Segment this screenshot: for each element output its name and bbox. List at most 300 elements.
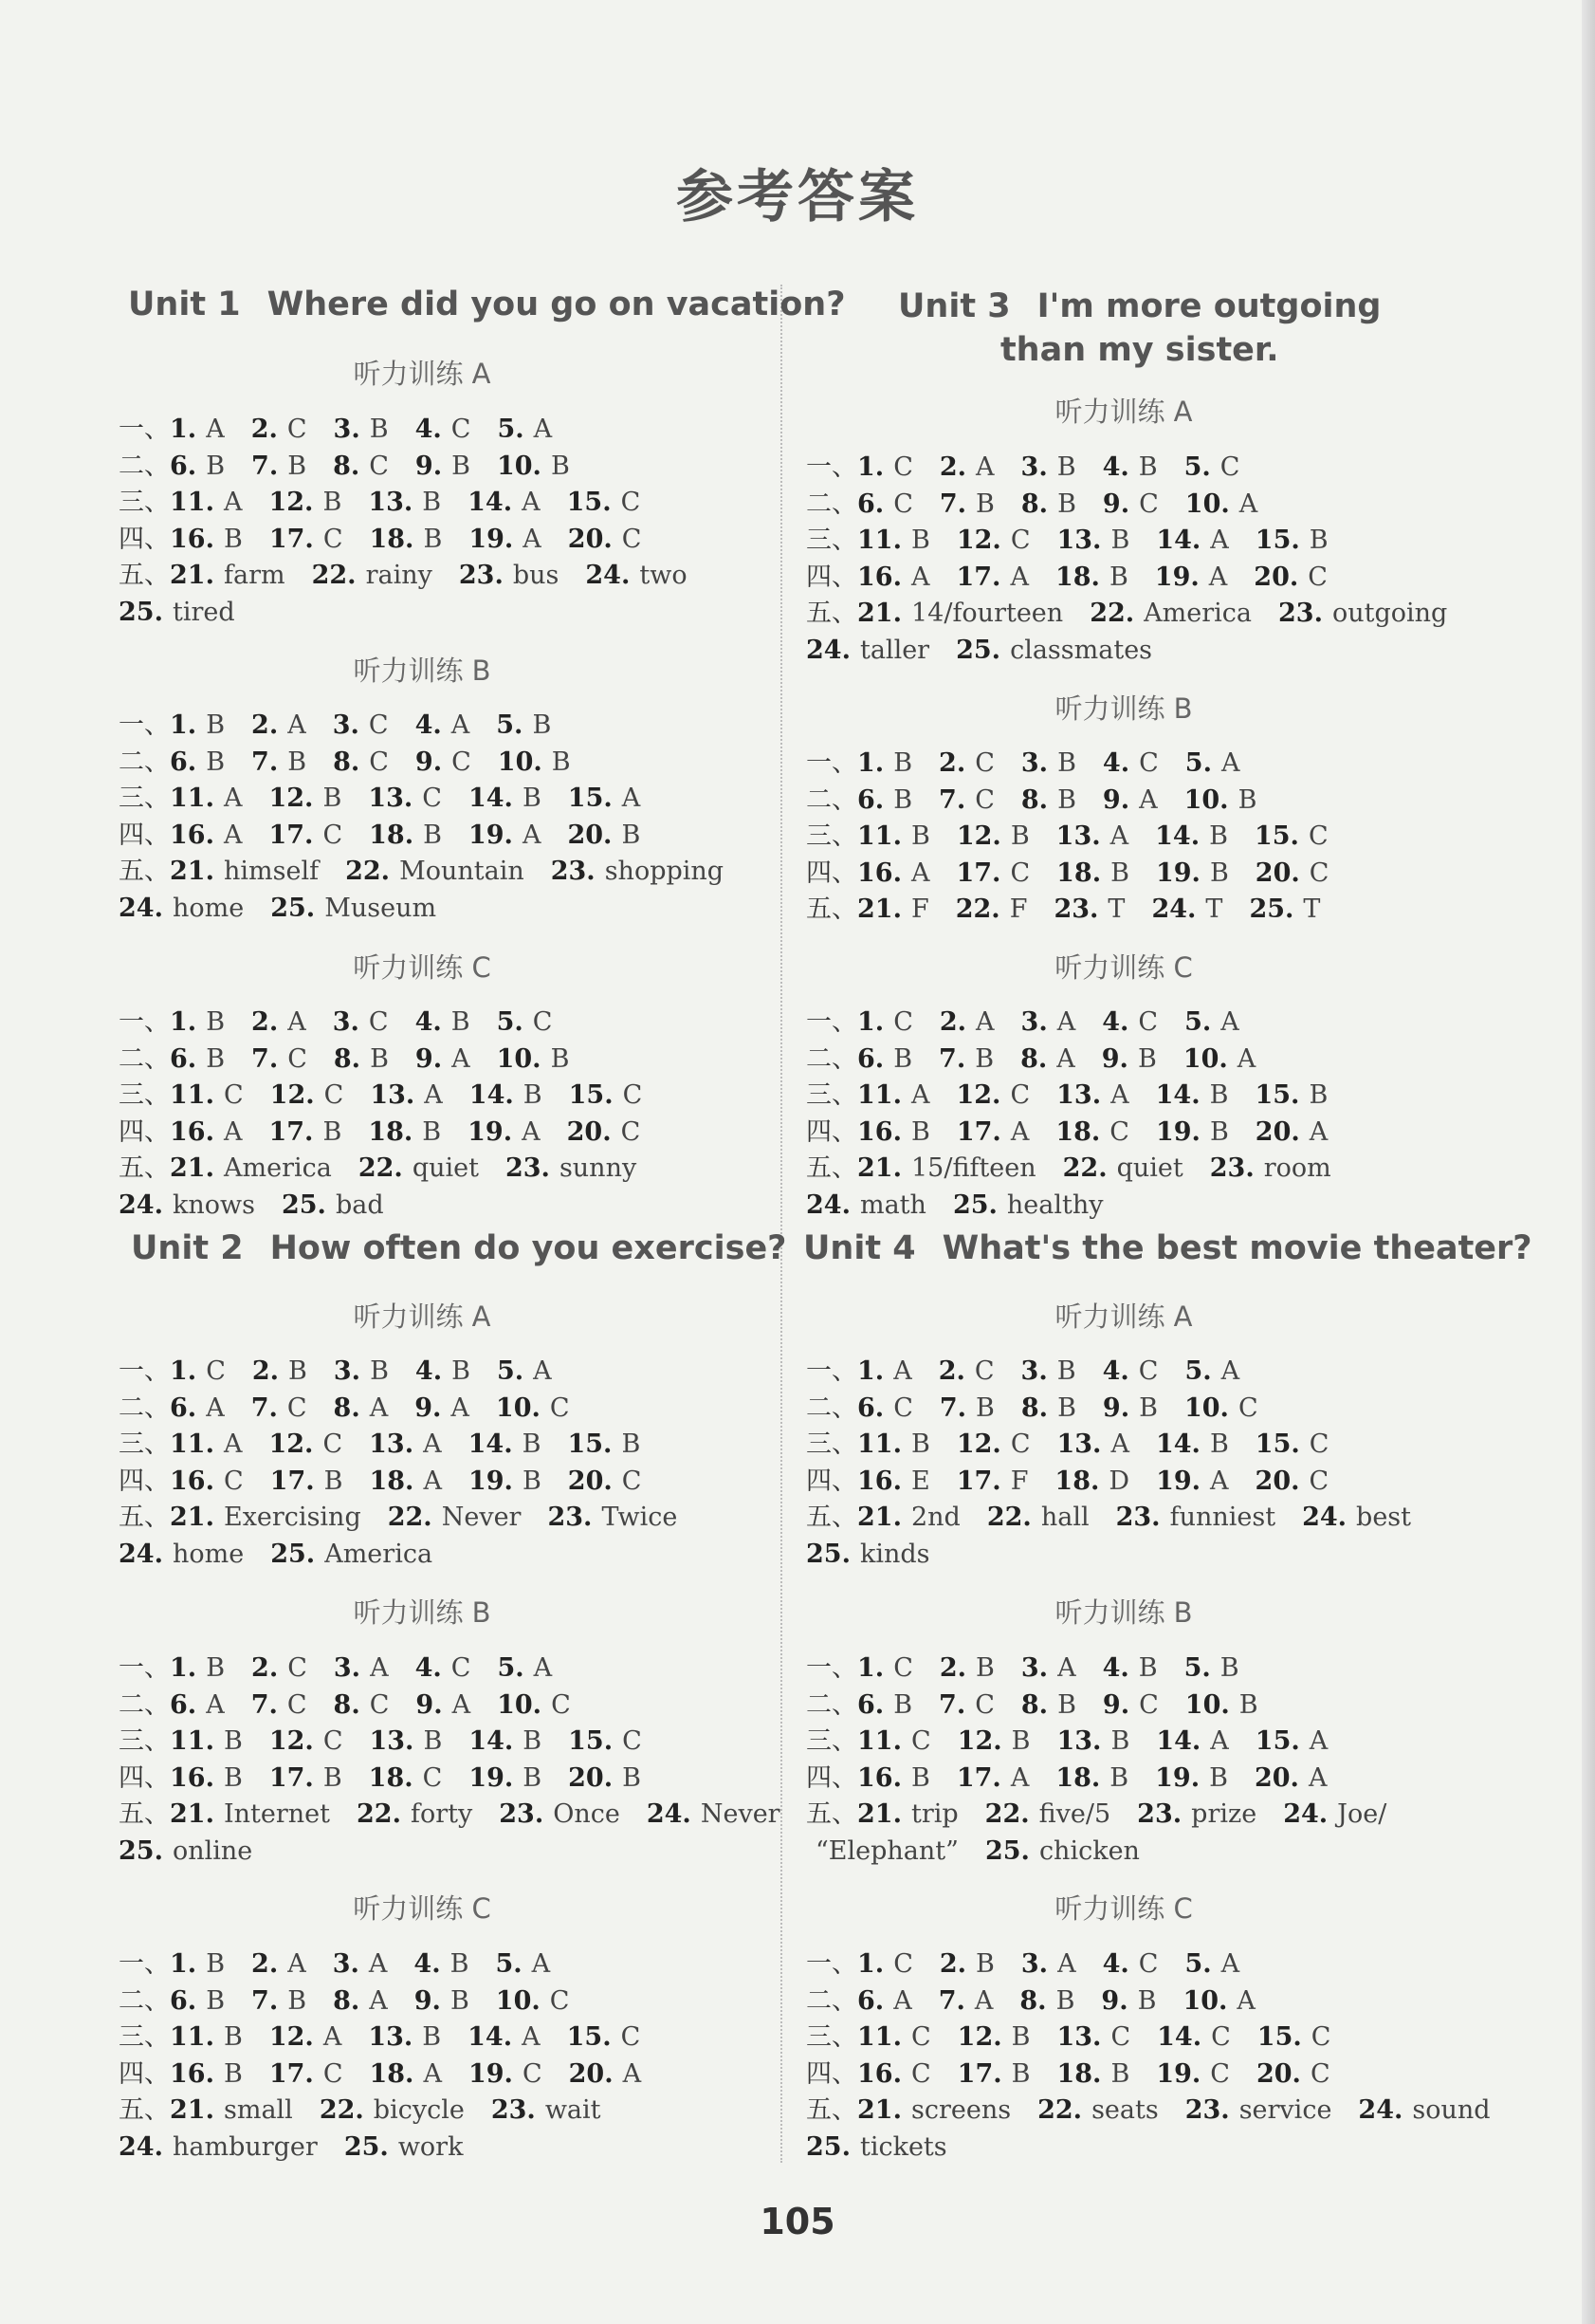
question-number: 10. bbox=[1182, 1985, 1228, 2016]
answer-value: A bbox=[287, 710, 306, 740]
answer-row bbox=[806, 1042, 1451, 1079]
answer-value: B bbox=[206, 1949, 226, 1979]
answer-item bbox=[170, 1946, 251, 1983]
question-number: 24. bbox=[119, 1190, 163, 1220]
question-number: 23. bbox=[1054, 895, 1099, 925]
question-number: 21. bbox=[857, 895, 902, 925]
part-label: 三、 bbox=[119, 1080, 170, 1111]
answer-item bbox=[857, 1651, 940, 1688]
answer-item bbox=[1103, 783, 1184, 820]
answer-item bbox=[551, 854, 750, 891]
question-number: 21. bbox=[857, 2095, 902, 2126]
question-number: 11. bbox=[170, 1080, 214, 1111]
part-label: 三、 bbox=[806, 1429, 857, 1460]
question-number: 21. bbox=[170, 857, 214, 887]
answer-item bbox=[857, 2057, 958, 2093]
answer-item bbox=[468, 485, 566, 522]
answer-item bbox=[1156, 1427, 1256, 1464]
answer-value: A bbox=[1308, 1762, 1328, 1793]
question-number: 10. bbox=[497, 747, 542, 777]
answer-value: A bbox=[1220, 1007, 1239, 1037]
question-number: 14. bbox=[1155, 821, 1201, 852]
question-number: 9. bbox=[414, 1043, 443, 1074]
answer-item bbox=[251, 1983, 333, 2020]
answer-item bbox=[1021, 746, 1103, 783]
answer-item bbox=[857, 1078, 956, 1115]
answer-item bbox=[985, 1834, 1166, 1871]
part-label: 四、 bbox=[806, 1116, 857, 1147]
question-number: 25. bbox=[952, 1190, 998, 1220]
answer-value: A bbox=[622, 2058, 642, 2089]
question-number: 16. bbox=[857, 1466, 902, 1496]
answer-row bbox=[806, 1537, 1451, 1574]
answer-item bbox=[252, 1354, 334, 1391]
question-number: 2. bbox=[250, 415, 278, 444]
part-label: 二、 bbox=[806, 1985, 857, 2016]
answer-item bbox=[957, 1761, 1055, 1798]
answer-value: C bbox=[287, 1043, 307, 1074]
answer-item bbox=[1256, 1115, 1354, 1152]
answer-value: A bbox=[1237, 1043, 1256, 1074]
answer-item bbox=[1102, 1042, 1183, 1079]
answer-item bbox=[415, 1651, 498, 1688]
answer-value: quiet bbox=[1116, 1153, 1183, 1184]
column-divider bbox=[780, 285, 782, 2163]
answer-item bbox=[119, 2130, 344, 2167]
answer-value: C bbox=[974, 1356, 995, 1386]
answer-item bbox=[388, 1500, 548, 1537]
question-number: 8. bbox=[333, 1393, 360, 1423]
question-number: 9. bbox=[1101, 1985, 1128, 2016]
question-number: 16. bbox=[170, 524, 214, 554]
question-number: 21. bbox=[857, 1799, 902, 1830]
answer-value: B bbox=[450, 1007, 470, 1037]
answer-value: C bbox=[549, 1985, 570, 2016]
question-number: 3. bbox=[333, 1356, 361, 1386]
question-number: 24. bbox=[1358, 2095, 1403, 2126]
answer-item bbox=[170, 2020, 269, 2057]
answer-value: B bbox=[1137, 1043, 1157, 1074]
answer-value: C bbox=[1138, 1949, 1159, 1979]
answer-item bbox=[170, 1761, 269, 1798]
question-number: 25. bbox=[119, 1835, 163, 1866]
answer-value: F bbox=[1010, 1466, 1029, 1496]
question-number: 2. bbox=[939, 1653, 967, 1683]
question-number: 14. bbox=[468, 784, 513, 814]
answer-value: C bbox=[1211, 2022, 1231, 2053]
question-number: 2. bbox=[251, 710, 279, 740]
answer-item bbox=[1278, 596, 1474, 633]
answer-item bbox=[251, 708, 333, 745]
answer-item bbox=[939, 1042, 1020, 1079]
answer-value: C bbox=[1010, 526, 1031, 556]
answer-item bbox=[369, 1724, 468, 1761]
answer-value: C bbox=[322, 1429, 343, 1460]
question-number: 20. bbox=[1254, 1762, 1299, 1793]
answer-item bbox=[857, 450, 940, 487]
answer-item bbox=[857, 1500, 987, 1537]
answer-item bbox=[1021, 783, 1103, 820]
answer-value: B bbox=[1209, 858, 1229, 888]
answer-value: A bbox=[533, 1653, 553, 1683]
answer-item bbox=[497, 1688, 597, 1725]
answer-item bbox=[170, 2057, 269, 2093]
question-number: 7. bbox=[250, 1393, 278, 1423]
answer-item bbox=[1185, 746, 1267, 783]
question-number: 13. bbox=[368, 488, 413, 518]
answer-item bbox=[170, 1427, 268, 1464]
answer-item bbox=[547, 1500, 704, 1537]
answer-item bbox=[497, 1354, 578, 1391]
answer-value: A bbox=[423, 2058, 442, 2089]
question-number: 22. bbox=[357, 1799, 401, 1830]
answer-value: “Elephant” bbox=[816, 1835, 959, 1866]
answer-item bbox=[857, 560, 956, 597]
answer-value: classmates bbox=[1010, 635, 1153, 665]
answer-item bbox=[170, 1078, 270, 1115]
question-number: 13. bbox=[1056, 1080, 1102, 1111]
answer-item bbox=[358, 1151, 505, 1188]
question-number: 23. bbox=[490, 2095, 536, 2126]
answer-item bbox=[1256, 1724, 1354, 1761]
question-number: 16. bbox=[170, 820, 214, 850]
answer-value: B bbox=[287, 451, 307, 481]
answer-value: A bbox=[1010, 562, 1029, 592]
part-label: 五、 bbox=[806, 1503, 857, 1533]
answer-value: B bbox=[976, 1949, 995, 1979]
question-number: 21. bbox=[170, 2095, 214, 2126]
answer-item bbox=[251, 1042, 334, 1079]
answer-row bbox=[119, 2093, 763, 2130]
answer-row bbox=[119, 1464, 763, 1501]
answer-item bbox=[857, 1946, 940, 1983]
answer-value: B bbox=[976, 1653, 995, 1683]
answer-value: B bbox=[206, 1985, 226, 2016]
section-heading: 听力训练 C bbox=[1054, 1892, 1193, 1925]
question-number: 5. bbox=[1184, 1949, 1212, 1979]
answer-row bbox=[119, 1537, 763, 1574]
part-label: 一、 bbox=[806, 1356, 857, 1386]
question-number: 20. bbox=[1254, 562, 1299, 592]
question-number: 2. bbox=[938, 1356, 965, 1386]
part-label: 四、 bbox=[806, 1762, 857, 1793]
part-label: 二、 bbox=[806, 1393, 857, 1423]
answer-value: hall bbox=[1040, 1503, 1090, 1533]
answer-value: A bbox=[1056, 1007, 1076, 1037]
answer-value: B bbox=[910, 1762, 930, 1793]
answer-value: C bbox=[893, 1007, 913, 1037]
answer-item bbox=[957, 523, 1057, 560]
part-label: 五、 bbox=[119, 2095, 170, 2126]
section-heading: 听力训练 B bbox=[1054, 1596, 1193, 1629]
question-number: 6. bbox=[857, 1393, 885, 1423]
answer-value: B bbox=[910, 526, 930, 556]
answer-value: A bbox=[910, 1080, 930, 1111]
question-number: 15. bbox=[568, 1726, 614, 1757]
question-number: 11. bbox=[857, 2022, 902, 2053]
answer-value: B bbox=[522, 1429, 541, 1460]
answer-row bbox=[119, 1983, 763, 2020]
answer-row bbox=[806, 1391, 1451, 1428]
answer-value: C bbox=[522, 2058, 542, 2089]
answer-item bbox=[1103, 1688, 1185, 1725]
section-heading: 听力训练 A bbox=[1054, 1300, 1193, 1333]
answer-row bbox=[806, 1761, 1451, 1798]
question-number: 15. bbox=[568, 1080, 614, 1111]
answer-value: C bbox=[322, 1726, 343, 1757]
answer-value: B bbox=[1057, 1393, 1076, 1423]
answer-item bbox=[495, 1946, 577, 1983]
answer-value: C bbox=[368, 710, 389, 740]
answer-value: C bbox=[368, 1007, 389, 1037]
answer-item bbox=[170, 1500, 388, 1537]
unit-question: Where did you go on vacation? bbox=[266, 286, 846, 323]
question-number: 23. bbox=[458, 561, 504, 591]
answer-value: B bbox=[1010, 821, 1030, 852]
answer-item bbox=[1101, 1983, 1182, 2020]
question-number: 2. bbox=[939, 452, 967, 482]
question-number: 3. bbox=[332, 1007, 359, 1037]
question-number: 18. bbox=[1056, 2058, 1102, 2089]
answer-item bbox=[468, 1724, 568, 1761]
answer-item bbox=[415, 708, 497, 745]
question-number: 8. bbox=[1019, 1985, 1047, 2016]
question-number: 15. bbox=[1254, 821, 1299, 852]
answer-value: A bbox=[974, 1985, 994, 2016]
answer-block bbox=[119, 1651, 780, 1871]
answer-row bbox=[806, 1427, 1451, 1464]
answer-value: B bbox=[423, 1726, 443, 1757]
unit-number: Unit 4 bbox=[803, 1229, 916, 1267]
answer-value: B bbox=[1219, 1653, 1239, 1683]
answer-item bbox=[857, 1354, 939, 1391]
answer-item bbox=[344, 2130, 490, 2167]
answer-item bbox=[857, 856, 956, 893]
answer-item bbox=[415, 1688, 497, 1725]
unit-2-title bbox=[131, 1227, 787, 1270]
question-number: 18. bbox=[1056, 858, 1102, 888]
question-number: 25. bbox=[806, 1539, 851, 1569]
answer-value: A bbox=[223, 820, 243, 850]
answer-item bbox=[569, 2057, 668, 2093]
question-number: 15. bbox=[1255, 1429, 1300, 1460]
answer-item bbox=[170, 1464, 270, 1501]
answer-item bbox=[269, 2057, 370, 2093]
answer-row bbox=[806, 1834, 1451, 1871]
answer-value: A bbox=[621, 784, 641, 814]
question-number: 23. bbox=[1184, 2095, 1230, 2126]
answer-item bbox=[1103, 450, 1184, 487]
answer-value: C bbox=[1010, 1429, 1031, 1460]
question-number: 25. bbox=[343, 2131, 389, 2162]
question-number: 2. bbox=[939, 1949, 967, 1979]
answer-value: B bbox=[1109, 1762, 1129, 1793]
answer-item bbox=[497, 412, 578, 449]
part-label: 四、 bbox=[119, 2058, 170, 2089]
question-number: 10. bbox=[496, 1043, 541, 1074]
question-number: 18. bbox=[369, 2058, 414, 2089]
answer-value: A bbox=[533, 1356, 552, 1386]
answer-value: tired bbox=[172, 597, 235, 627]
answer-item bbox=[1116, 1500, 1302, 1537]
answer-value: B bbox=[1209, 1116, 1229, 1147]
answer-value: B bbox=[322, 488, 342, 518]
answer-row bbox=[806, 856, 1451, 893]
answer-item bbox=[806, 1188, 953, 1225]
question-number: 10. bbox=[497, 1689, 542, 1720]
answer-value: A bbox=[1057, 1949, 1076, 1979]
answer-value: C bbox=[1109, 1116, 1129, 1147]
answer-value: A bbox=[1309, 1726, 1329, 1757]
part-label: 二、 bbox=[119, 451, 170, 481]
answer-item bbox=[567, 1115, 668, 1152]
answer-value: C bbox=[323, 1080, 344, 1111]
answer-value: A bbox=[1210, 526, 1229, 556]
question-number: 25. bbox=[956, 635, 1001, 665]
answer-value: C bbox=[621, 1466, 642, 1496]
answer-value: math bbox=[859, 1190, 926, 1220]
answer-value: kinds bbox=[859, 1539, 930, 1569]
answer-value: B bbox=[422, 488, 442, 518]
answer-value: B bbox=[1110, 1726, 1130, 1757]
section-heading: 听力训练 A bbox=[353, 358, 491, 390]
answer-row bbox=[806, 2020, 1451, 2057]
answer-value: America bbox=[1144, 599, 1253, 629]
answer-item bbox=[857, 1761, 957, 1798]
question-number: 3. bbox=[1020, 1949, 1049, 1979]
section-heading: 听力训练 A bbox=[353, 1300, 491, 1333]
answer-value: A bbox=[206, 415, 225, 444]
question-number: 12. bbox=[268, 488, 314, 518]
answer-value: A bbox=[522, 820, 541, 850]
question-number: 24. bbox=[806, 1190, 851, 1220]
answer-item bbox=[170, 449, 251, 486]
answer-item bbox=[1021, 487, 1103, 524]
answer-value: C bbox=[893, 1949, 913, 1979]
question-number: 13. bbox=[369, 1429, 414, 1460]
answer-item bbox=[170, 1724, 269, 1761]
answer-item bbox=[1256, 1464, 1356, 1501]
answer-value: C bbox=[910, 2022, 931, 2053]
answer-row bbox=[806, 523, 1451, 560]
answer-value: C bbox=[893, 1393, 913, 1423]
answer-value: B bbox=[223, 1762, 243, 1793]
answer-value: funniest bbox=[1169, 1503, 1276, 1533]
answer-item bbox=[468, 1464, 568, 1501]
question-number: 18. bbox=[369, 524, 414, 554]
question-number: 10. bbox=[1182, 1043, 1228, 1074]
question-number: 15. bbox=[566, 488, 612, 518]
part-label: 一、 bbox=[119, 415, 170, 444]
part-label: 四、 bbox=[119, 1116, 170, 1147]
question-number: 19. bbox=[468, 1762, 514, 1793]
question-number: 22. bbox=[986, 1503, 1032, 1533]
answer-item bbox=[468, 2057, 569, 2093]
question-number: 22. bbox=[1062, 1153, 1108, 1184]
answer-value: C bbox=[1139, 748, 1159, 778]
answer-item bbox=[1184, 1391, 1285, 1428]
question-number: 6. bbox=[170, 1689, 197, 1720]
answer-item bbox=[170, 522, 269, 559]
answer-value: B bbox=[1110, 526, 1130, 556]
answer-value: A bbox=[910, 562, 930, 592]
answer-item bbox=[1103, 1651, 1184, 1688]
question-number: 20. bbox=[568, 2058, 614, 2089]
answer-item bbox=[369, 2057, 468, 2093]
answer-item bbox=[468, 522, 567, 559]
question-number: 21. bbox=[857, 1503, 902, 1533]
question-number: 13. bbox=[1056, 2022, 1102, 2053]
answer-item bbox=[806, 1537, 957, 1574]
unit-question-line-2: than my sister. bbox=[999, 331, 1279, 369]
answer-item bbox=[1019, 1983, 1101, 2020]
part-label: 一、 bbox=[806, 1653, 857, 1683]
answer-value: Never bbox=[441, 1503, 522, 1533]
question-number: 2. bbox=[251, 1653, 279, 1683]
question-number: 11. bbox=[857, 526, 902, 556]
answer-value: B bbox=[910, 821, 930, 852]
answer-value: A bbox=[533, 415, 553, 444]
answer-row bbox=[806, 1797, 1451, 1834]
question-number: 20. bbox=[1255, 858, 1300, 888]
question-number: 25. bbox=[281, 1190, 326, 1220]
question-number: 9. bbox=[413, 1985, 441, 2016]
answer-value: C bbox=[287, 1653, 307, 1683]
answer-item bbox=[334, 412, 415, 449]
question-number: 3. bbox=[332, 710, 359, 740]
answer-value: B bbox=[621, 820, 641, 850]
question-number: 24. bbox=[585, 561, 631, 591]
section-heading: 听力训练 B bbox=[1054, 692, 1193, 725]
answer-value: C bbox=[450, 415, 471, 444]
answer-item bbox=[468, 1427, 568, 1464]
question-number: 22. bbox=[1037, 2095, 1083, 2126]
answer-value: B bbox=[323, 1466, 343, 1496]
question-number: 3. bbox=[332, 1949, 359, 1979]
answer-value: home bbox=[172, 893, 245, 923]
answer-value: B bbox=[1238, 1689, 1258, 1720]
answer-item bbox=[1184, 783, 1284, 820]
answer-value: B bbox=[1055, 1985, 1075, 2016]
answer-item bbox=[857, 523, 957, 560]
answer-value: A bbox=[522, 488, 541, 518]
answer-value: C bbox=[893, 1653, 913, 1683]
question-number: 6. bbox=[170, 1985, 197, 2016]
question-number: 16. bbox=[170, 1466, 214, 1496]
answer-item bbox=[370, 1078, 468, 1115]
question-number: 10. bbox=[496, 451, 541, 481]
answer-item bbox=[170, 1354, 252, 1391]
unit-number: Unit 2 bbox=[131, 1229, 244, 1267]
question-number: 1. bbox=[170, 1653, 197, 1683]
answer-row bbox=[119, 1761, 763, 1798]
answer-value: C bbox=[223, 1466, 244, 1496]
answer-value: B bbox=[206, 451, 226, 481]
answer-value: 2nd bbox=[910, 1503, 961, 1533]
answer-item bbox=[170, 1797, 357, 1834]
answer-item bbox=[1184, 1651, 1266, 1688]
answer-value: bus bbox=[512, 561, 559, 591]
question-number: 4. bbox=[1102, 452, 1129, 482]
question-number: 20. bbox=[567, 820, 613, 850]
question-number: 12. bbox=[956, 526, 1001, 556]
answer-item bbox=[1156, 1078, 1256, 1115]
answer-value: C bbox=[322, 524, 343, 554]
answer-value: C bbox=[1219, 452, 1240, 482]
question-number: 16. bbox=[857, 562, 902, 592]
question-number: 25. bbox=[984, 1835, 1030, 1866]
question-number: 25. bbox=[1249, 895, 1294, 925]
